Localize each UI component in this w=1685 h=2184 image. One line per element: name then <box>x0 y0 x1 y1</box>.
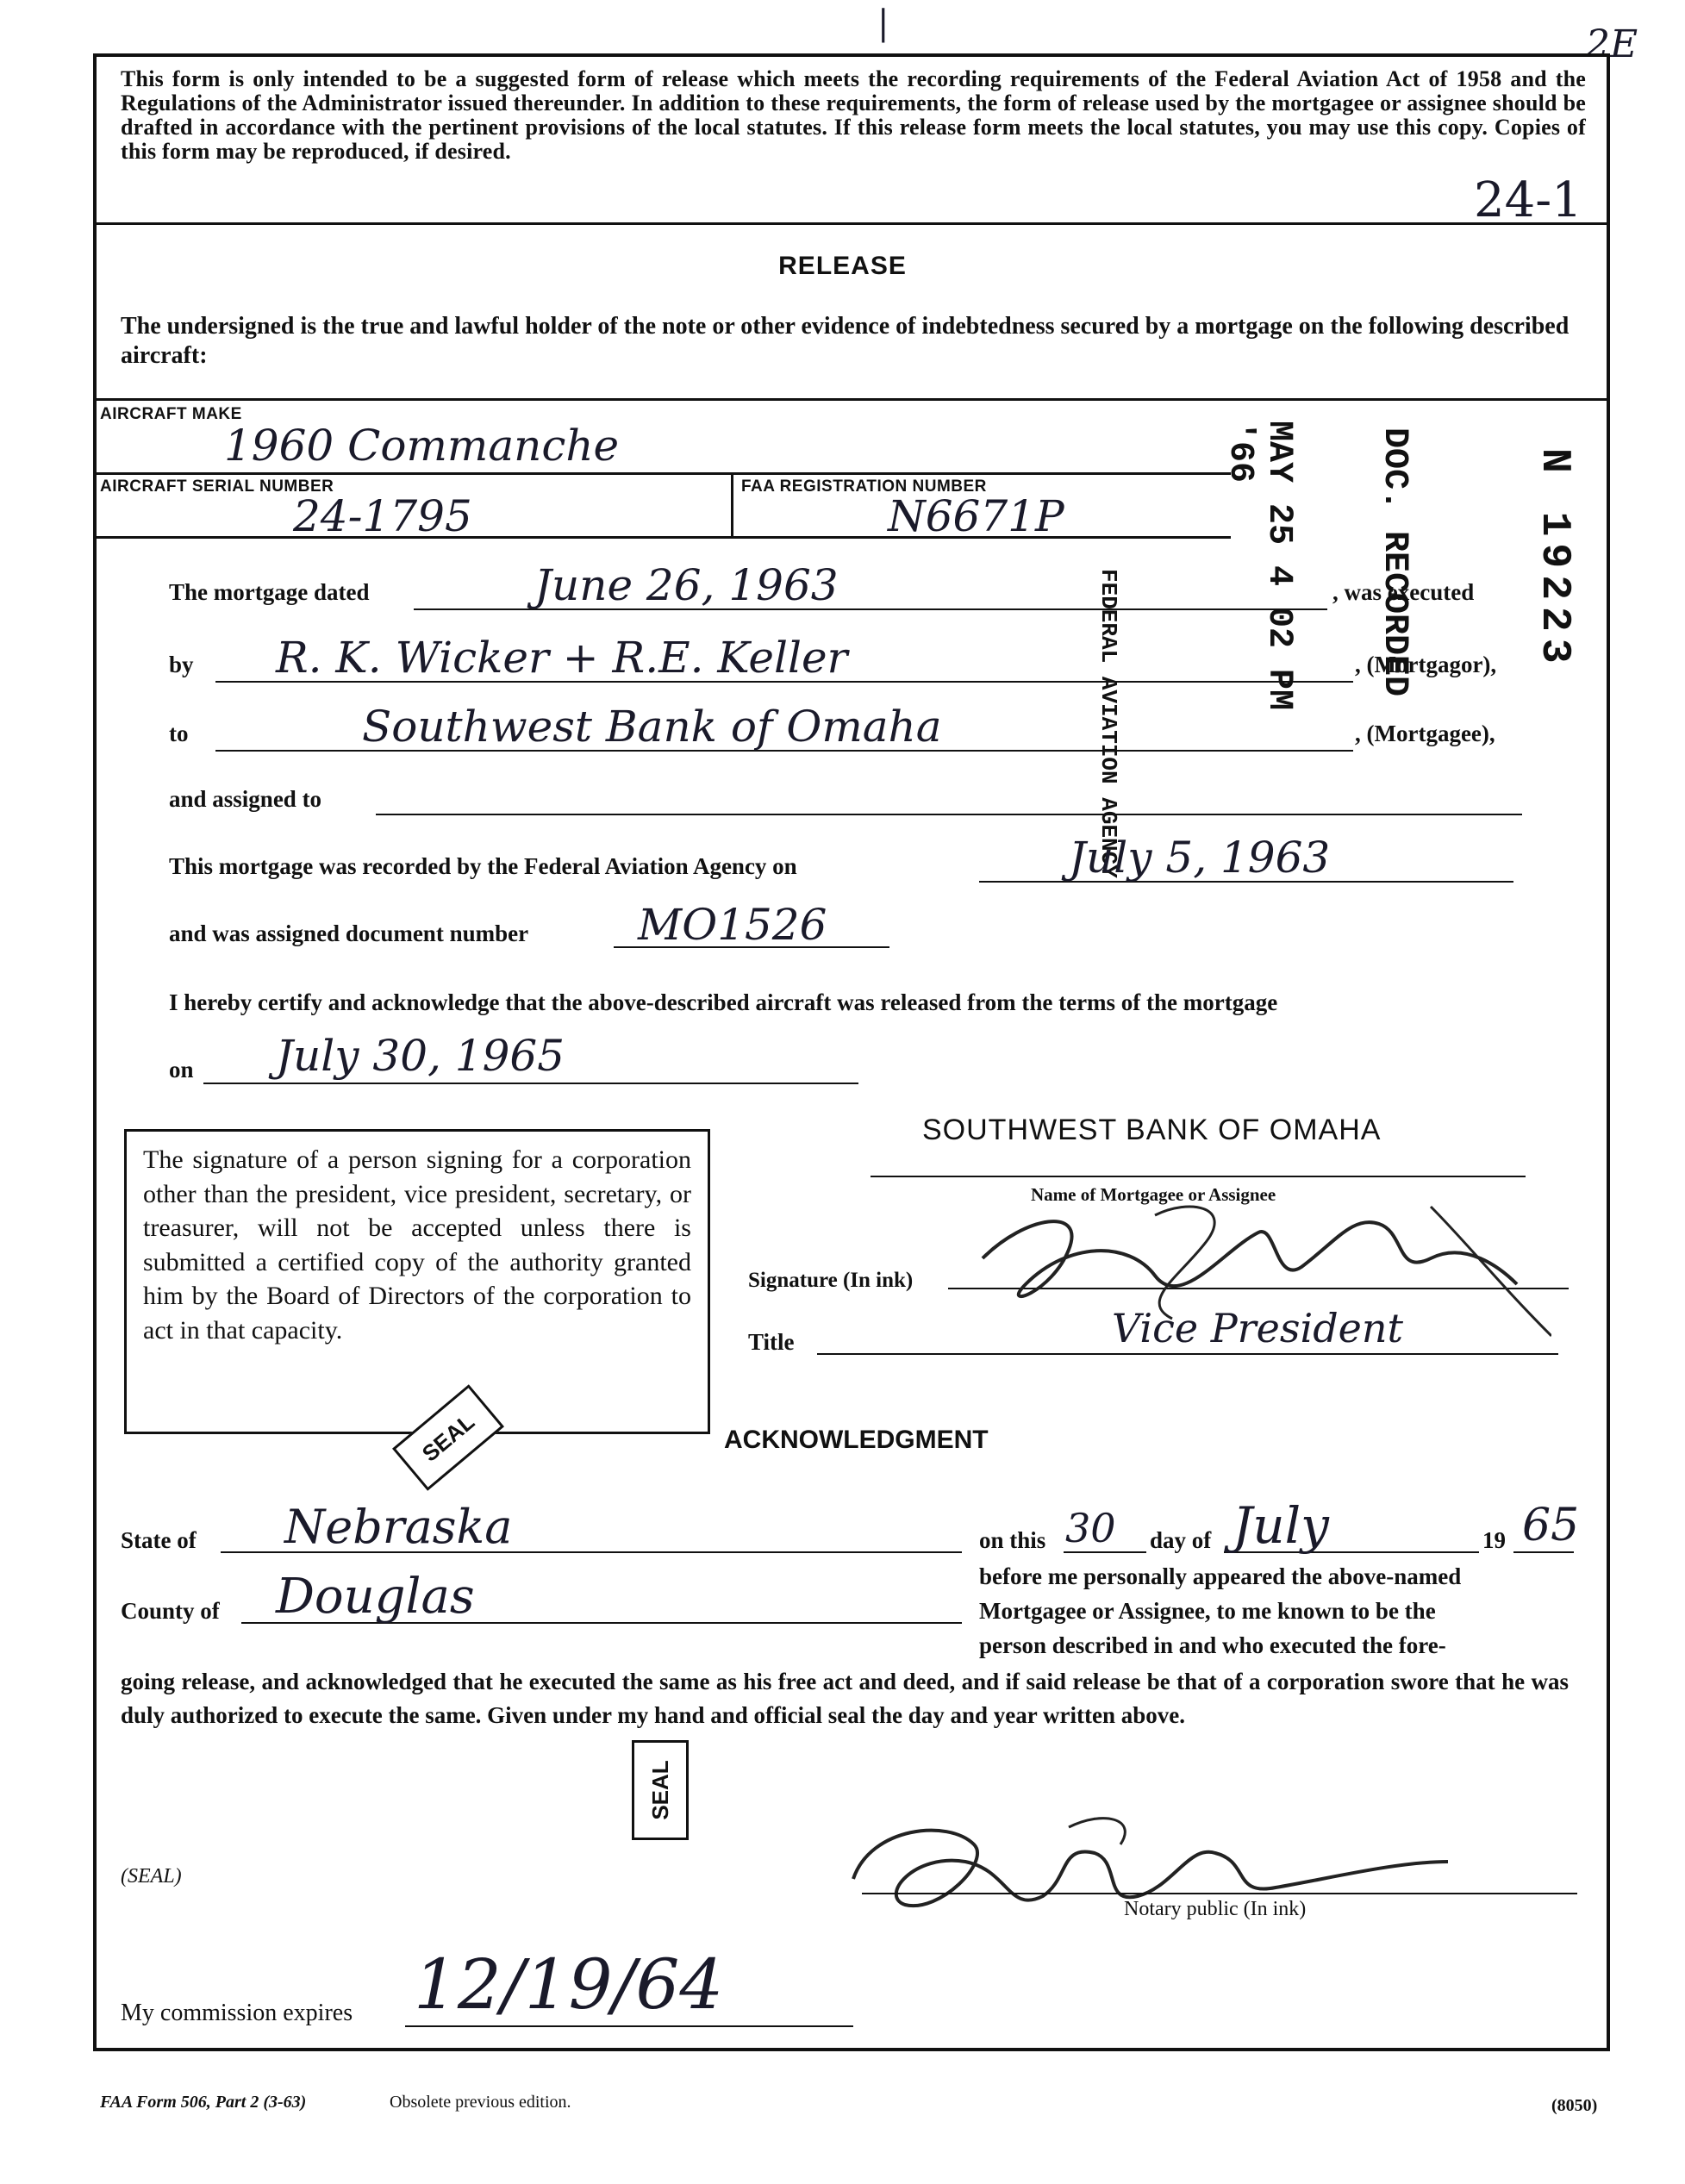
title-label: Title <box>748 1329 795 1355</box>
state-label: State of <box>121 1527 197 1553</box>
mortgagor-label: , (Mortgagor), <box>1355 652 1497 677</box>
obsolete-note: Obsolete previous edition. <box>390 2093 571 2112</box>
aircraft-serial-value: 24-1795 <box>293 491 472 541</box>
top-tick-mark: | <box>877 3 889 43</box>
acknowledgment-body: going release, and acknowledged that he executed the same as his free act and deed, and if said release be that of a corporation swore that he was duly authorized to execute the same. Given under my hand and official seal the day and year written above. <box>121 1669 1569 1728</box>
divider <box>93 398 1610 401</box>
corner-mark: 2E <box>1586 22 1638 66</box>
release-heading: RELEASE <box>778 252 907 280</box>
notice-text: This form is only intended to be a suggested form of release which meets the recording requirements of the Federal Aviation Act of 1958 and the Regulations of the Administrator issued thereunder. In addition to these requirements, the form of release used by the mortgagee or assignee should be drafted in accordance with the pertinent provisions of the local statutes. If this release form meets the local statutes, you may use this copy. Copies of this form may be reproduced, if desired. <box>121 66 1586 164</box>
divider <box>93 536 1231 539</box>
appeared-line-2: Mortgagee or Assignee, to me known to be the <box>979 1598 1436 1624</box>
field-line <box>405 2025 853 2027</box>
seal-stamp: SEAL <box>392 1384 504 1491</box>
on-this-label: on this <box>979 1527 1046 1553</box>
federal-aviation-agency-stamp: FEDERAL AVIATION AGENCY <box>1095 569 1121 878</box>
seal-placeholder-label: (SEAL) <box>121 1865 182 1888</box>
recorded-label: This mortgage was recorded by the Federal Aviation Agency on <box>169 853 797 879</box>
recorded-date-value: July 5, 1963 <box>1069 833 1331 883</box>
month-value: July <box>1233 1496 1329 1555</box>
recording-date-stamp: MAY 25 4 02 PM '66 <box>1220 421 1298 711</box>
executed-label: , was executed <box>1332 579 1475 605</box>
commission-expires-value: 12/19/64 <box>414 1944 724 2025</box>
signature-note-text: The signature of a person signing for a corporation other than the president, vice president, secretary, or treasurer, will not be accepted unless there is submitted a certified copy of the authority granted him by the Board of Directors of the corporation to act in that capacity. <box>143 1145 691 1345</box>
seal-stamp: SEAL <box>632 1740 689 1840</box>
county-label: County of <box>121 1598 220 1624</box>
release-date-value: July 30, 1965 <box>276 1031 565 1081</box>
mortgagor-value: R. K. Wicker + R.E. Keller <box>276 633 848 683</box>
field-line <box>862 1893 1577 1894</box>
mortgagee-name-value: SOUTHWEST BANK OF OMAHA <box>922 1114 1382 1146</box>
appeared-line-1: before me personally appeared the above-named <box>979 1563 1462 1589</box>
assigned-to-label: and assigned to <box>169 786 322 812</box>
divider <box>731 472 733 536</box>
day-value: 30 <box>1065 1505 1116 1551</box>
divider <box>93 472 1231 475</box>
commission-expires-label: My commission expires <box>121 2000 353 2026</box>
release-on-label: on <box>169 1057 194 1083</box>
aircraft-make-value: 1960 Commanche <box>224 421 620 471</box>
mortgage-dated-value: June 26, 1963 <box>534 560 839 610</box>
field-line <box>1513 1551 1574 1553</box>
aircraft-serial-label: AIRCRAFT SERIAL NUMBER <box>100 477 334 496</box>
county-value: Douglas <box>276 1569 475 1625</box>
notary-public-label: Notary public (In ink) <box>1124 1898 1307 1920</box>
title-value: Vice President <box>1112 1305 1403 1351</box>
divider <box>93 222 1610 225</box>
document-number-stamp: N 19223 <box>1531 448 1577 671</box>
field-line <box>817 1353 1558 1355</box>
to-label: to <box>169 721 189 746</box>
doc-recorded-stamp: DOC. RECORDED <box>1375 427 1414 697</box>
certify-text: I hereby certify and acknowledge that the above-described aircraft was released from the terms of the mortgage <box>169 989 1278 1015</box>
field-line <box>871 1176 1526 1177</box>
document-number-label: and was assigned document number <box>169 920 529 946</box>
year-prefix: 19 <box>1482 1527 1506 1553</box>
faa-registration-label: FAA REGISTRATION NUMBER <box>741 477 987 496</box>
document-number-value: MO1526 <box>638 900 827 950</box>
form-code: (8050) <box>1551 2096 1598 2115</box>
field-line <box>376 814 1522 815</box>
acknowledgment-heading: ACKNOWLEDGMENT <box>724 1426 989 1454</box>
aircraft-make-label: AIRCRAFT MAKE <box>100 405 242 423</box>
form-identifier: FAA Form 506, Part 2 (3-63) <box>100 2093 307 2112</box>
mortgagee-value: Southwest Bank of Omaha <box>362 702 942 752</box>
field-line <box>203 1083 858 1084</box>
year-value: 65 <box>1522 1500 1580 1551</box>
field-line <box>1064 1551 1146 1553</box>
mortgagee-name-label: Name of Mortgagee or Assignee <box>1031 1184 1276 1205</box>
handwritten-form-number: 24-1 <box>1474 172 1582 228</box>
mortgagee-label: , (Mortgagee), <box>1355 721 1495 746</box>
day-of-label: day of <box>1150 1527 1212 1553</box>
faa-registration-value: N6671P <box>888 491 1064 541</box>
signature-label: Signature (In ink) <box>748 1269 914 1292</box>
appeared-line-3: person described in and who executed the fore- <box>979 1632 1446 1658</box>
release-intro: The undersigned is the true and lawful holder of the note or other evidence of indebtedness secured by a mortgage on the following described aircraft: <box>121 313 1570 369</box>
by-label: by <box>169 652 194 677</box>
mortgage-dated-label: The mortgage dated <box>169 579 370 605</box>
state-value: Nebraska <box>284 1500 513 1554</box>
